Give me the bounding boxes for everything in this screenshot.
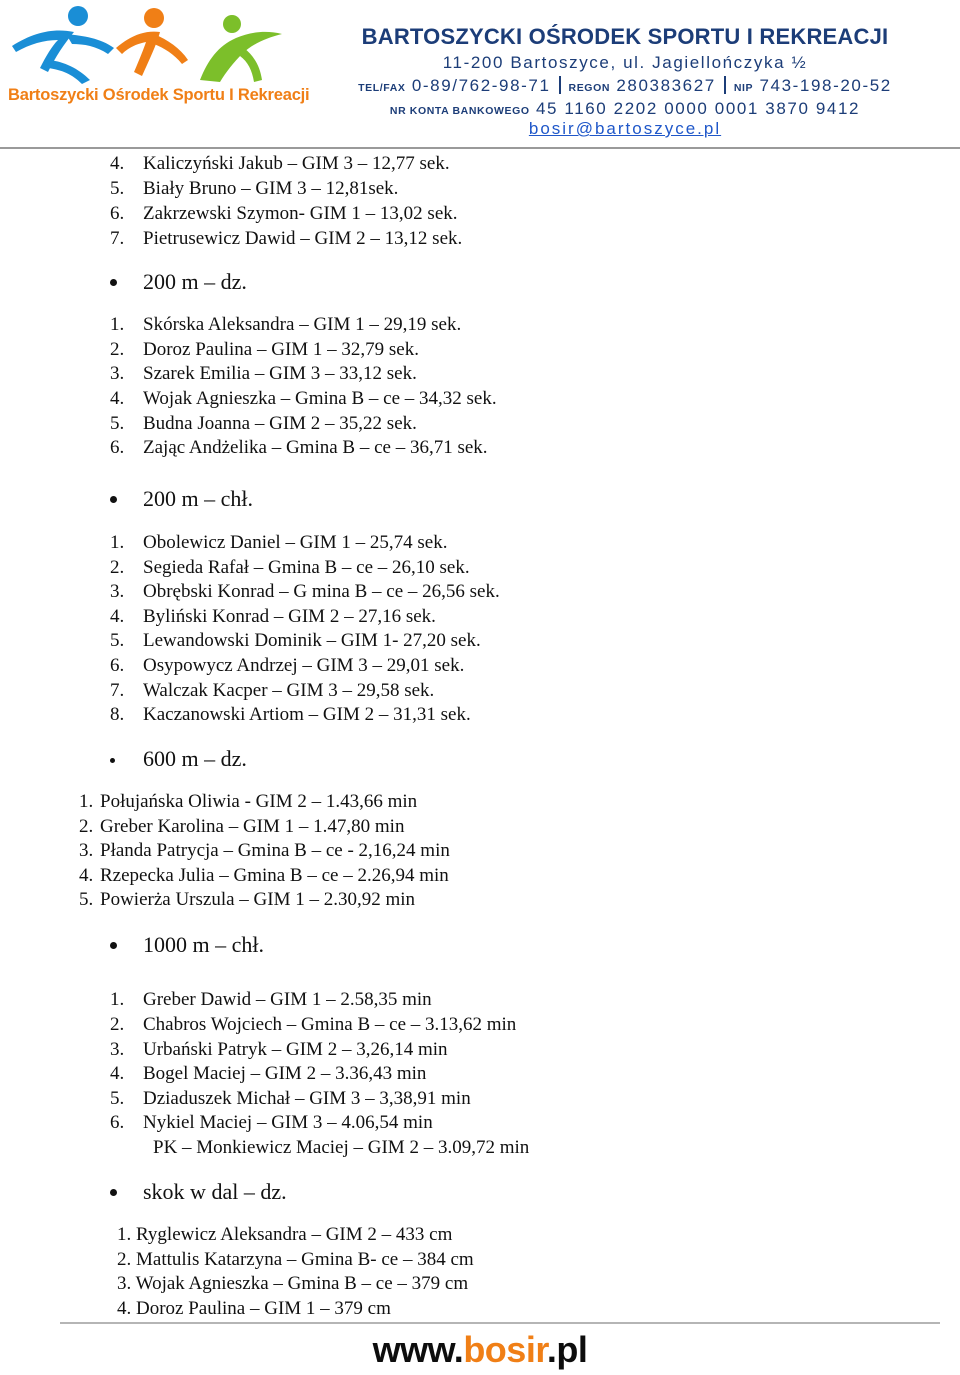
bank-account-line: [300, 99, 950, 119]
list-item: Wojak Agnieszka – Gmina B – ce – 34,32 sek.: [143, 388, 497, 409]
list-number: 4.: [79, 865, 94, 886]
list-item: Powierża Urszula – GIM 1 – 2.30,92 min: [100, 889, 416, 910]
list-number: 5.: [110, 178, 125, 199]
list-number: 4.: [110, 606, 125, 627]
list-item: Kaczanowski Artiom – GIM 2 – 31,31 sek.: [143, 704, 471, 725]
list-number: 3.: [110, 581, 125, 602]
organization-name: BARTOSZYCKI OŚRODEK SPORTU I REKREACJI: [361, 24, 889, 49]
list-item: Budna Joanna – GIM 2 – 35,22 sek.: [143, 413, 417, 434]
list-item: Osypowycz Andrzej – GIM 3 – 29,01 sek.: [143, 655, 465, 676]
list-number: 2.: [79, 816, 94, 837]
list-number: 3.: [110, 1039, 125, 1060]
bullet-icon: [110, 496, 117, 503]
list-item: Szarek Emilia – GIM 3 – 33,12 sek.: [143, 363, 417, 384]
list-item: Segieda Rafał – Gmina B – ce – 26,10 sek.: [143, 557, 470, 578]
list-item: Zając Andżelika – Gmina B – ce – 36,71 sek.: [143, 437, 488, 458]
tel-label: TEL/FAX: [358, 82, 406, 94]
section-heading-label: 200 m – dz.: [143, 269, 247, 294]
tel-value: 0-89/762-98-71: [411, 76, 551, 95]
list-item: Skórska Aleksandra – GIM 1 – 29,19 sek.: [143, 314, 462, 335]
list-note: PK – Monkiewicz Maciej – GIM 2 – 3.09,72 min: [153, 1137, 530, 1158]
list-number: 6.: [110, 203, 125, 224]
list-item: Walczak Kacper – GIM 3 – 29,58 sek.: [143, 680, 435, 701]
contact-line: [300, 76, 950, 96]
list-number: 2.: [110, 557, 125, 578]
list-item: 2. Mattulis Katarzyna – Gmina B- ce – 384 cm: [117, 1249, 474, 1270]
footer-divider: [60, 1322, 940, 1324]
list-number: 5.: [110, 413, 125, 434]
list-item: Doroz Paulina – GIM 1 – 32,79 sek.: [143, 339, 419, 360]
list-number: 6.: [110, 1112, 125, 1133]
list-item: Bogel Maciej – GIM 2 – 3.36,43 min: [143, 1063, 427, 1084]
email-line: [300, 119, 950, 139]
header-divider: [0, 147, 960, 149]
nip-value: 743-198-20-52: [759, 76, 892, 95]
footer-website[interactable]: [0, 1329, 960, 1371]
list-number: 3.: [110, 363, 125, 384]
list-item: Płanda Patrycja – Gmina B – ce - 2,16,24 min: [100, 840, 450, 861]
section-heading-label: 1000 m – chł.: [143, 932, 264, 957]
list-number: 4.: [110, 1063, 125, 1084]
list-item: Biały Bruno – GIM 3 – 12,81sek.: [143, 178, 399, 199]
list-item: Byliński Konrad – GIM 2 – 27,16 sek.: [143, 606, 436, 627]
list-number: 1.: [79, 791, 94, 812]
list-number: 1.: [110, 314, 125, 335]
list-item: Pietrusewicz Dawid – GIM 2 – 13,12 sek.: [143, 228, 463, 249]
list-number: 1.: [110, 532, 125, 553]
separator: [559, 76, 561, 94]
organization-info: [300, 24, 950, 139]
list-number: 5.: [110, 1088, 125, 1109]
section-heading-label: skok w dal – dz.: [143, 1179, 287, 1204]
footer-brand: bosir: [463, 1329, 547, 1370]
nip-label: NIP: [733, 82, 754, 94]
list-number: 7.: [110, 228, 125, 249]
list-number: 8.: [110, 704, 125, 725]
email-link[interactable]: bosir@bartoszyce.pl: [528, 119, 722, 138]
list-item: 4. Doroz Paulina – GIM 1 – 379 cm: [117, 1298, 391, 1319]
address-line: 11-200 Bartoszyce, ul. Jagiellończyka ½: [442, 53, 808, 72]
list-number: 6.: [110, 437, 125, 458]
list-number: 6.: [110, 655, 125, 676]
list-number: 3.: [79, 840, 94, 861]
list-item: Chabros Wojciech – Gmina B – ce – 3.13,62 min: [143, 1014, 517, 1035]
list-item: Dziaduszek Michał – GIM 3 – 3,38,91 min: [143, 1088, 471, 1109]
list-item: Nykiel Maciej – GIM 3 – 4.06,54 min: [143, 1112, 433, 1133]
running-figures-icon: [4, 2, 289, 86]
list-number: 2.: [110, 1014, 125, 1035]
bullet-icon: [110, 279, 117, 286]
list-item: Rzepecka Julia – Gmina B – ce – 2.26,94 min: [100, 865, 449, 886]
list-item: Urbański Patryk – GIM 2 – 3,26,14 min: [143, 1039, 448, 1060]
list-number: 1.: [110, 989, 125, 1010]
account-label: NR KONTA BANKOWEGO: [389, 105, 530, 117]
list-number: 5.: [79, 889, 94, 910]
list-number: 4.: [110, 153, 125, 174]
account-value: 45 1160 2202 0000 0001 3870 9412: [535, 99, 861, 118]
list-number: 7.: [110, 680, 125, 701]
regon-label: REGON: [568, 82, 611, 94]
list-item: 1. Ryglewicz Aleksandra – GIM 2 – 433 cm: [117, 1224, 453, 1245]
list-number: 2.: [110, 339, 125, 360]
bullet-icon: [110, 758, 115, 763]
list-item: Obolewicz Daniel – GIM 1 – 25,74 sek.: [143, 532, 448, 553]
section-heading-label: 200 m – chł.: [143, 486, 253, 511]
footer-www: www.: [372, 1329, 464, 1370]
list-number: 5.: [110, 630, 125, 651]
bullet-icon: [110, 942, 117, 949]
separator: [724, 76, 726, 94]
bosir-logo: [4, 2, 310, 106]
list-item: 3. Wojak Agnieszka – Gmina B – ce – 379 cm: [117, 1273, 469, 1294]
bullet-icon: [110, 1189, 117, 1196]
list-item: Kaliczyński Jakub – GIM 3 – 12,77 sek.: [143, 153, 450, 174]
list-item: Lewandowski Dominik – GIM 1- 27,20 sek.: [143, 630, 481, 651]
list-number: 4.: [110, 388, 125, 409]
list-item: Połujańska Oliwia - GIM 2 – 1.43,66 min: [100, 791, 418, 812]
regon-value: 280383627: [616, 76, 716, 95]
footer-tld: .pl: [546, 1329, 588, 1370]
list-item: Greber Dawid – GIM 1 – 2.58,35 min: [143, 989, 432, 1010]
letterhead: [0, 0, 960, 150]
section-heading-label: 600 m – dz.: [143, 746, 247, 771]
list-item: Obrębski Konrad – G mina B – ce – 26,56 sek.: [143, 581, 500, 602]
list-item: Greber Karolina – GIM 1 – 1.47,80 min: [100, 816, 405, 837]
list-item: Zakrzewski Szymon- GIM 1 – 13,02 sek.: [143, 203, 458, 224]
logo-text: Bartoszycki Ośrodek Sportu I Rekreacji: [8, 86, 310, 104]
